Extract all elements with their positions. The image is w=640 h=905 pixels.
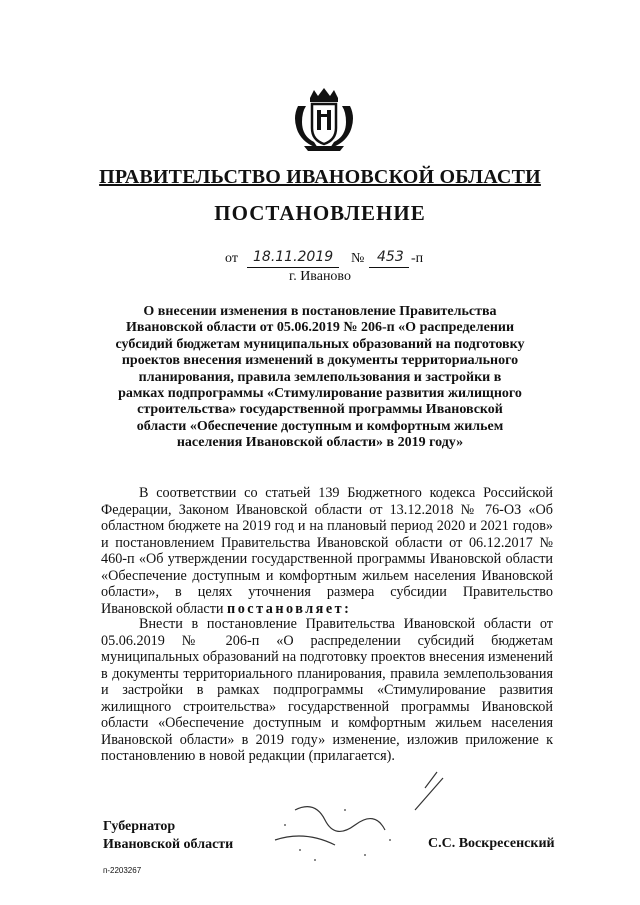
number-value: 453 (377, 249, 404, 265)
document-type: ПОСТАНОВЛЕНИЕ (214, 201, 426, 225)
resolves-word: постановляет: (227, 600, 352, 617)
position-line-1: Губернатор (103, 819, 176, 834)
date-value: 18.11.2019 (253, 249, 334, 265)
number-prefix: № (351, 251, 365, 266)
signatory-name: С.С. Воскресенский (428, 836, 555, 851)
position-line-2: Ивановской области (103, 837, 234, 852)
document-code: п-2203267 (103, 866, 142, 875)
number-suffix: -п (411, 251, 424, 266)
date-prefix: от (225, 251, 238, 266)
document-title: О внесении изменения в постановление Правительства Ивановской области от 05.06.2019 № 206-п «О распределении субсидий бюджетам муниципальных образований на подготовку проектов внесения изменений в документы территориального планирования, правила землепользования и застройки в рамках подпрограммы «Стимулирование развития жилищного строительства» государственной программы Ивановской области «Обеспечение доступным и комфортным жильем населения Ивановской области» в 2019 году» (115, 304, 525, 451)
date-number-line (225, 249, 445, 269)
coat-of-arms-icon (290, 88, 358, 152)
paragraph-2 (101, 616, 553, 765)
handwritten-signature (255, 770, 455, 870)
paragraph-1 (101, 485, 553, 617)
paragraph-1-text: В соответствии со статьей 139 Бюджетного кодекса Российской Федерации, Законом Ивановской области от 13.12.2018 № 76-ОЗ «Об областном бюджете на 2019 год и на плановый период 2020 и 2021 годов» и постановлением Правительства Ивановской области от 06.12.2017 № 460-п «Об утверждении государственной программы Ивановской области «Обеспечение доступным и комфортным жильем населения Ивановской области», в целях уточнения размера субсидии Правительство Ивановской области (101, 485, 553, 617)
city: г. Иваново (289, 269, 351, 284)
government-title: ПРАВИТЕЛЬСТВО ИВАНОВСКОЙ ОБЛАСТИ (99, 166, 541, 188)
paragraph-2-text: Внести в постановление Правительства Ивановской области от 05.06.2019 № 206-п «О распределении субсидий бюджетам муниципальных образований на подготовку проектов внесения изменений в документы территориального планирования, правила землепользования и застройки в рамках подпрограммы «Стимулирование развития жилищного строительства» государственной программы Ивановской области «Обеспечение доступным и комфортным жильем населения Ивановской области» в 2019 году» изменение, изложив приложение к постановлению в новой редакции (прилагается). (101, 616, 553, 764)
signatory-position (103, 818, 233, 854)
